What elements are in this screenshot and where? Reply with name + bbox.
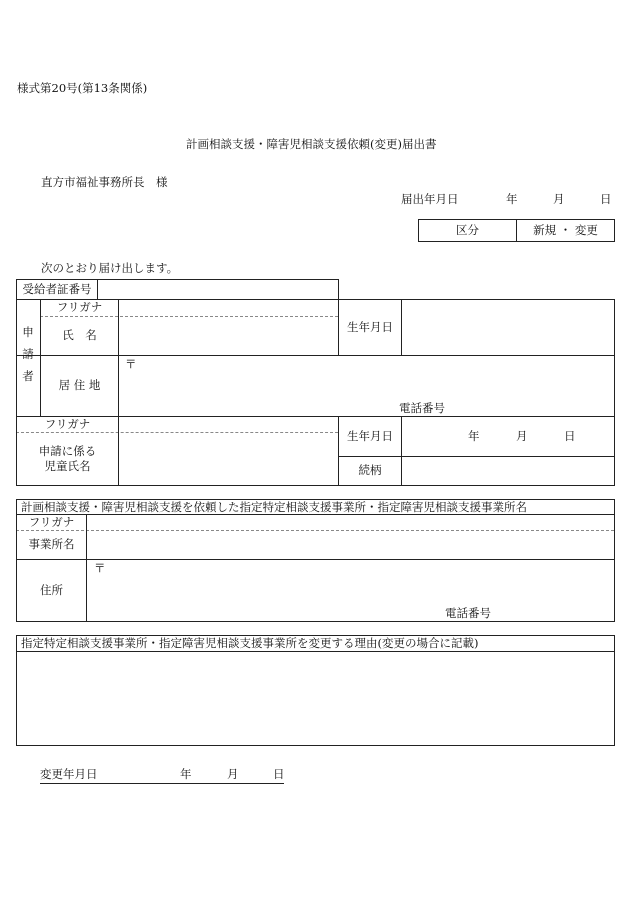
change-year-input[interactable] [100, 765, 178, 782]
office-furigana-label: フリガナ [28, 514, 75, 529]
submission-year-input[interactable] [462, 190, 504, 208]
office-name-label: 事業所名 [28, 537, 75, 552]
applicant-name-input[interactable] [120, 320, 337, 352]
child-birth-year-unit: 年 [468, 429, 480, 443]
change-month-input[interactable] [194, 765, 226, 782]
applicant-birthdate-input[interactable] [403, 303, 613, 353]
form-title: 計画相談支援・障害児相談支援依頼(変更)届出書 [186, 137, 437, 151]
child-birthdate-label: 生年月日 [347, 428, 393, 443]
intro-text: 次のとおり届け出します。 [41, 261, 179, 275]
applicant-furigana-input[interactable] [120, 301, 337, 315]
applicant-address-label: 居 住 地 [58, 378, 101, 393]
child-furigana-input[interactable] [120, 418, 337, 431]
applicant-address-input[interactable] [136, 358, 612, 376]
cert-number-input[interactable] [99, 281, 337, 298]
relation-input[interactable] [403, 460, 613, 482]
office-header: 計画相談支援・障害児相談支援を依頼した指定特定相談支援事業所・指定障害児相談支援事業所名 [21, 500, 527, 514]
office-furigana-input[interactable] [88, 516, 612, 529]
child-name-label: 申請に係る 児童氏名 [38, 443, 97, 473]
category-options[interactable]: 新規 ・ 変更 [533, 222, 598, 237]
change-day-input[interactable] [240, 765, 272, 782]
change-month-unit: 月 [227, 767, 239, 781]
applicant-phone-label: 電話番号 [399, 401, 445, 415]
change-date-label: 変更年月日 [40, 767, 98, 781]
change-day-unit: 日 [273, 767, 285, 781]
addressee: 直方市福祉事務所長 様 [41, 175, 168, 189]
office-name-input[interactable] [88, 534, 612, 556]
submission-year-unit: 年 [506, 192, 518, 206]
applicant-birthdate-label: 生年月日 [347, 319, 393, 334]
submission-day-input[interactable] [567, 190, 599, 208]
cert-number-label: 受給者証番号 [22, 281, 92, 296]
submission-day-unit: 日 [600, 192, 612, 206]
child-birth-month-input[interactable] [482, 427, 514, 447]
office-address-input[interactable] [106, 562, 612, 580]
applicant-name-label: 氏 名 [62, 328, 97, 343]
submission-date-label: 届出年月日 [401, 192, 459, 206]
office-address-label: 住所 [40, 582, 63, 597]
child-name-input[interactable] [120, 440, 337, 480]
reason-header: 指定特定相談支援事業所・指定障害児相談支援事業所を変更する理由(変更の場合に記載) [21, 636, 479, 650]
applicant-furigana-label: フリガナ [56, 300, 103, 315]
form-number: 様式第20号(第13条関係) [17, 81, 148, 95]
change-year-unit: 年 [180, 767, 192, 781]
child-birth-day-unit: 日 [564, 429, 576, 443]
submission-month-unit: 月 [553, 192, 565, 206]
applicant-phone-input[interactable] [452, 399, 612, 415]
office-postal-mark: 〒 [94, 561, 106, 575]
applicant-side-label: 申 請 者 [22, 325, 34, 383]
relation-label: 続柄 [358, 463, 382, 478]
office-phone-label: 電話番号 [445, 606, 491, 620]
child-furigana-label: フリガナ [44, 416, 91, 431]
submission-month-input[interactable] [520, 190, 552, 208]
child-birth-year-input[interactable] [420, 427, 466, 447]
child-birth-month-unit: 月 [516, 429, 528, 443]
reason-textarea[interactable] [18, 653, 613, 744]
category-label: 区分 [456, 222, 479, 237]
applicant-postal-mark: 〒 [125, 357, 137, 371]
child-birth-day-input[interactable] [530, 427, 562, 447]
office-phone-input[interactable] [498, 604, 612, 620]
